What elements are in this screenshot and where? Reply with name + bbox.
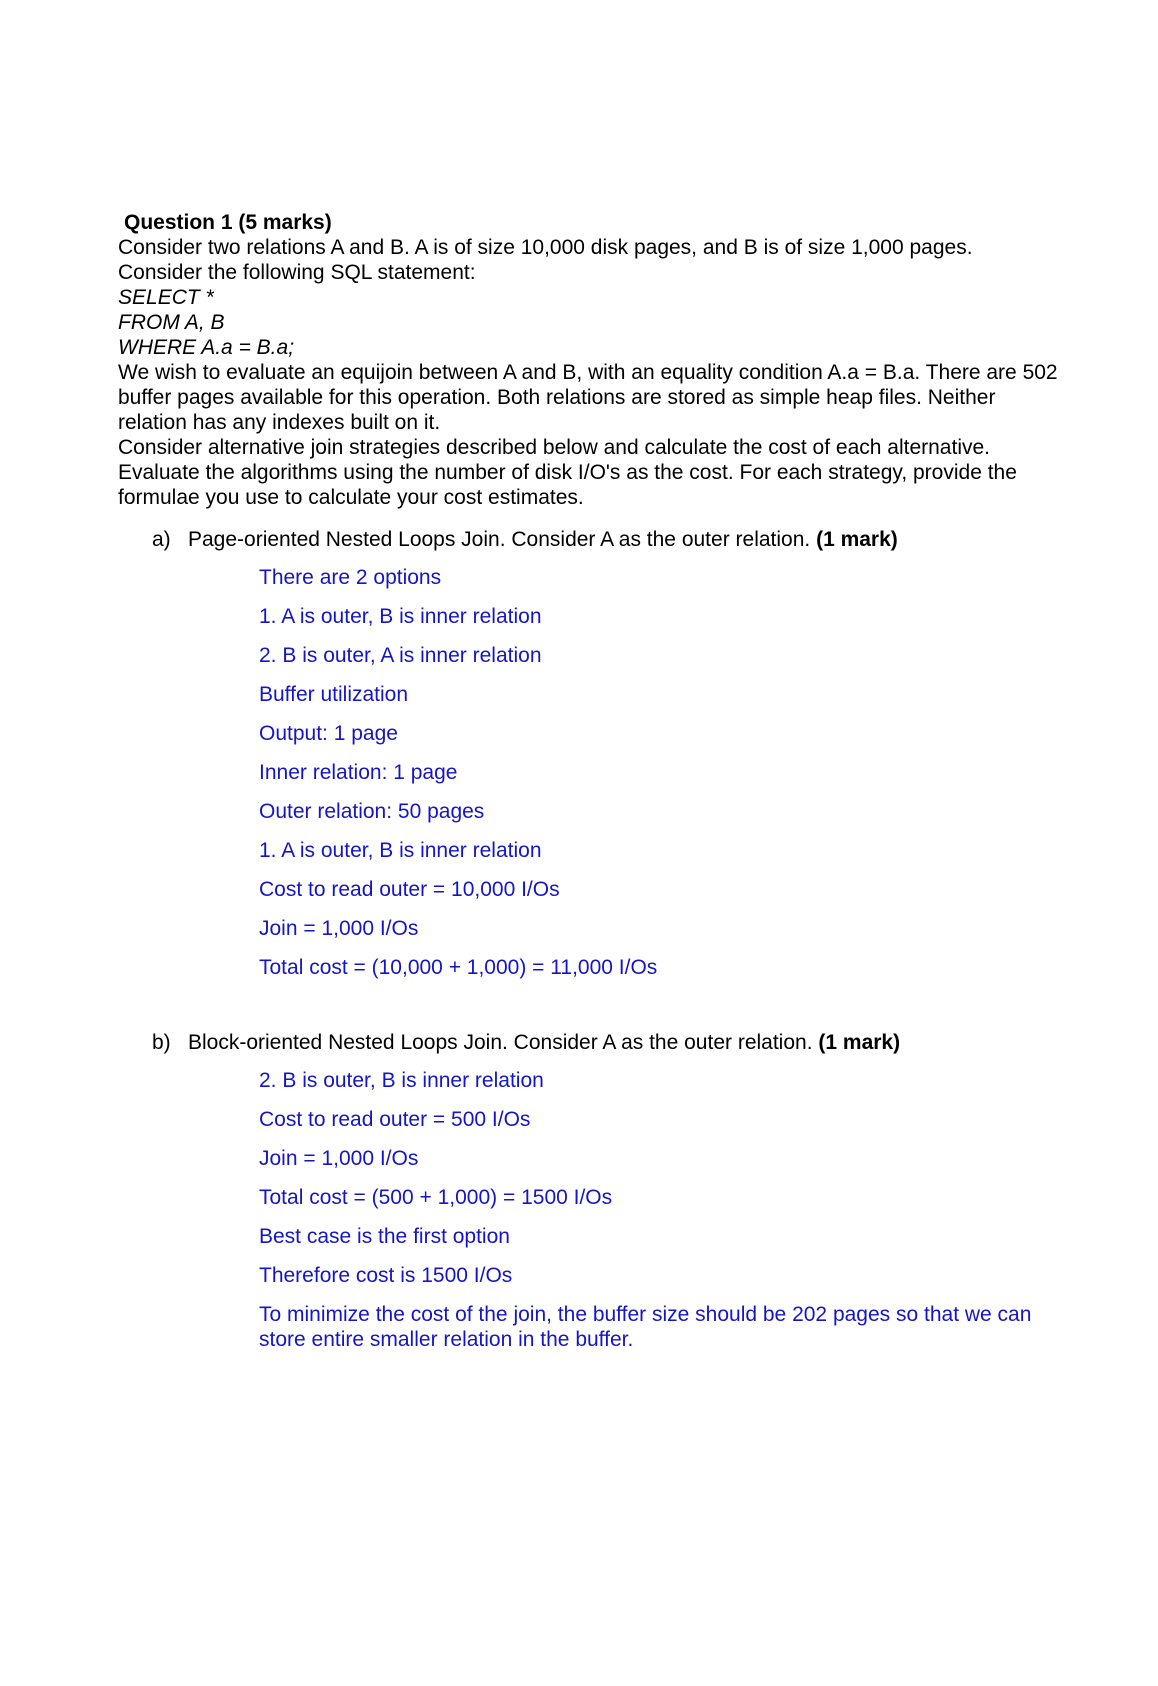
part-a-heading [152, 527, 898, 552]
part-b-answer [259, 1068, 1069, 1352]
answer-line: Join = 1,000 I/Os [259, 1147, 419, 1170]
question-body [118, 235, 1068, 510]
answer-line: Buffer utilization [259, 683, 409, 706]
answer-line: 2. B is outer, B is inner relation [259, 1069, 544, 1092]
sql-from: FROM A, B [118, 311, 225, 334]
sql-select: SELECT * [118, 286, 214, 309]
question-title: Question 1 (5 marks) [124, 211, 332, 234]
part-a-text: Page-oriented Nested Loops Join. Consider A as the outer relation. [188, 528, 811, 551]
answer-line: 2. B is outer, A is inner relation [259, 644, 542, 667]
sql-where: WHERE A.a = B.a; [118, 336, 295, 359]
answer-line: Best case is the first option [259, 1225, 510, 1248]
answer-line: Cost to read outer = 10,000 I/Os [259, 878, 560, 901]
answer-line: Cost to read outer = 500 I/Os [259, 1108, 531, 1131]
answer-line: Outer relation: 50 pages [259, 800, 485, 823]
answer-line: Output: 1 page [259, 722, 398, 745]
answer-line: Total cost = (10,000 + 1,000) = 11,000 I/Os [259, 956, 658, 979]
part-b-heading [152, 1030, 900, 1055]
intro-line-2: Consider the following SQL statement: [118, 261, 476, 284]
part-a-marks: (1 mark) [816, 528, 898, 551]
answer-line: 1. A is outer, B is inner relation [259, 605, 542, 628]
part-a-label: a) [152, 528, 171, 551]
answer-line: 1. A is outer, B is inner relation [259, 839, 542, 862]
intro-line-1: Consider two relations A and B. A is of size 10,000 disk pages, and B is of size 1,000 pages. [118, 236, 973, 259]
answer-line: There are 2 options [259, 566, 442, 589]
part-a-answer [259, 565, 1069, 994]
part-b-marks: (1 mark) [818, 1031, 901, 1054]
answer-line: Inner relation: 1 page [259, 761, 458, 784]
final-note: To minimize the cost of the join, the buffer size should be 202 pages so that we can store entire smaller relation in the buffer. [259, 1303, 1032, 1351]
answer-line: Join = 1,000 I/Os [259, 917, 419, 940]
paragraph-equijoin: We wish to evaluate an equijoin between A and B, with an equality condition A.a = B.a. There are 502 buffer pages available for this operation. Both relations are stored as simple heap files. Neither relation has any indexes built on it. [118, 361, 1058, 434]
answer-line: Therefore cost is 1500 I/Os [259, 1264, 513, 1287]
part-b-label: b) [152, 1031, 171, 1054]
answer-line: Total cost = (500 + 1,000) = 1500 I/Os [259, 1186, 613, 1209]
part-b-text: Block-oriented Nested Loops Join. Consider A as the outer relation. [188, 1031, 813, 1054]
paragraph-strategies: Consider alternative join strategies described below and calculate the cost of each alternative. Evaluate the algorithms using the number of disk I/O's as the cost. For each strategy, provide the formulae you use to calculate your cost estimates. [118, 436, 1017, 509]
